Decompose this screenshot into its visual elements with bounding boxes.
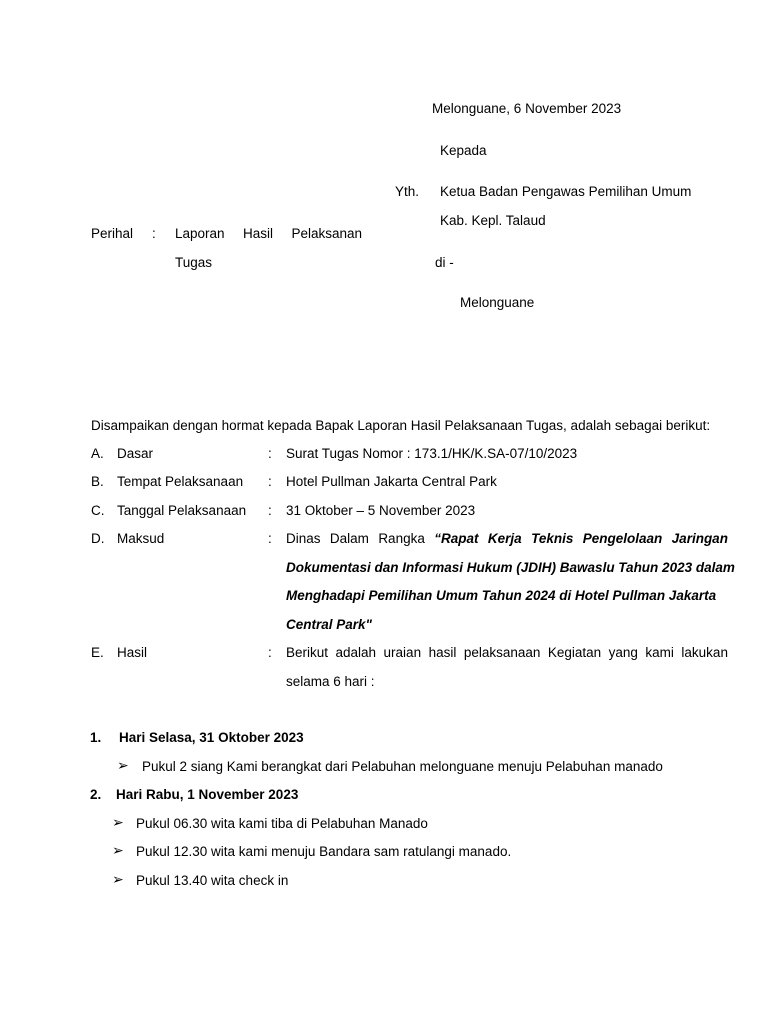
arrow-bullet-icon: ➢ — [117, 757, 129, 773]
perihal-word: Laporan — [175, 226, 225, 241]
item-e-word: Kegiatan — [547, 645, 602, 660]
item-d-word: Rangka — [378, 531, 425, 546]
item-d-line-3: Menghadapi Pemilihan Umum Tahun 2024 di Hotel Pullman Jakarta — [286, 588, 717, 603]
day-2-bullet-2: Pukul 12.30 wita kami menuju Bandara sam ratulangi manado. — [136, 844, 512, 859]
item-e-word: lakukan — [681, 645, 728, 660]
item-a-colon: : — [268, 446, 272, 461]
item-e-word: pelaksanaan — [463, 645, 541, 660]
perihal-word: Hasil — [242, 226, 273, 241]
item-e-line-2: selama 6 hari : — [286, 674, 375, 689]
item-e-word: kami — [645, 645, 674, 660]
item-d-line-4: Central Park" — [286, 617, 372, 632]
perihal-subject-line-2: Tugas — [175, 255, 213, 270]
recipient-line-2: Kab. Kepl. Talaud — [440, 213, 546, 228]
item-a-label: Dasar — [117, 446, 154, 461]
item-e-colon: : — [268, 645, 272, 660]
perihal-word: Pelaksanan — [291, 226, 362, 241]
di-place: Melonguane — [460, 295, 535, 310]
item-d-word: Kerja — [487, 531, 522, 546]
item-e-word: yang — [608, 645, 638, 660]
item-d-word: Dalam — [329, 531, 369, 546]
item-d-line-2: Dokumentasi dan Informasi Hukum (JDIH) Bawaslu Tahun 2023 dalam — [286, 560, 735, 575]
perihal-subject-line-1 — [175, 226, 362, 241]
item-e-label: Hasil — [117, 645, 148, 660]
item-d-word: Pengelolaan — [582, 531, 663, 546]
day-1-bullet-1: Pukul 2 siang Kami berangkat dari Pelabuhan melonguane menuju Pelabuhan manado — [142, 759, 663, 774]
arrow-bullet-icon: ➢ — [112, 842, 124, 858]
item-e-word: hasil — [428, 645, 457, 660]
item-b-value: Hotel Pullman Jakarta Central Park — [286, 474, 497, 489]
day-2-title: Hari Rabu, 1 November 2023 — [116, 787, 299, 802]
day-2-bullet-1: Pukul 06.30 wita kami tiba di Pelabuhan Manado — [136, 816, 428, 831]
intro-paragraph: Disampaikan dengan hormat kepada Bapak Laporan Hasil Pelaksanaan Tugas, adalah sebagai berikut: — [91, 418, 711, 433]
arrow-bullet-icon: ➢ — [112, 871, 124, 887]
day-1-title: Hari Selasa, 31 Oktober 2023 — [119, 730, 304, 745]
item-e-word: adalah — [335, 645, 377, 660]
item-a-value: Surat Tugas Nomor : 173.1/HK/K.SA-07/10/2023 — [286, 446, 578, 461]
item-e-letter: E. — [91, 645, 104, 660]
item-d-letter: D. — [91, 531, 105, 546]
item-d-word: “Rapat — [434, 531, 479, 546]
item-e-line-1 — [286, 645, 728, 660]
arrow-bullet-icon: ➢ — [112, 814, 124, 830]
recipient-line-1: Ketua Badan Pengawas Pemilihan Umum — [440, 184, 692, 199]
day-2-bullet-3: Pukul 13.40 wita check in — [136, 873, 289, 888]
item-b-label: Tempat Pelaksanaan — [117, 474, 244, 489]
perihal-label: Perihal — [91, 226, 134, 241]
item-e-word: uraian — [383, 645, 422, 660]
day-2-number: 2. — [90, 787, 102, 802]
kepada-label: Kepada — [440, 143, 487, 158]
item-c-letter: C. — [91, 503, 105, 518]
perihal-colon: : — [152, 226, 156, 241]
item-c-colon: : — [268, 503, 272, 518]
item-c-label: Tanggal Pelaksanaan — [117, 503, 247, 518]
item-d-colon: : — [268, 531, 272, 546]
item-a-letter: A. — [91, 446, 104, 461]
place-date: Melonguane, 6 November 2023 — [432, 101, 622, 116]
item-d-word: Teknis — [531, 531, 574, 546]
item-d-word: Jaringan — [671, 531, 728, 546]
item-d-label: Maksud — [117, 531, 165, 546]
item-c-value: 31 Oktober – 5 November 2023 — [286, 503, 476, 518]
item-b-letter: B. — [91, 474, 104, 489]
yth-label: Yth. — [395, 184, 420, 199]
item-b-colon: : — [268, 474, 272, 489]
item-d-line-1 — [286, 531, 728, 546]
day-1-number: 1. — [90, 730, 102, 745]
item-d-word: Dinas — [286, 531, 321, 546]
item-e-word: Berikut — [286, 645, 329, 660]
di-label: di - — [435, 255, 454, 270]
